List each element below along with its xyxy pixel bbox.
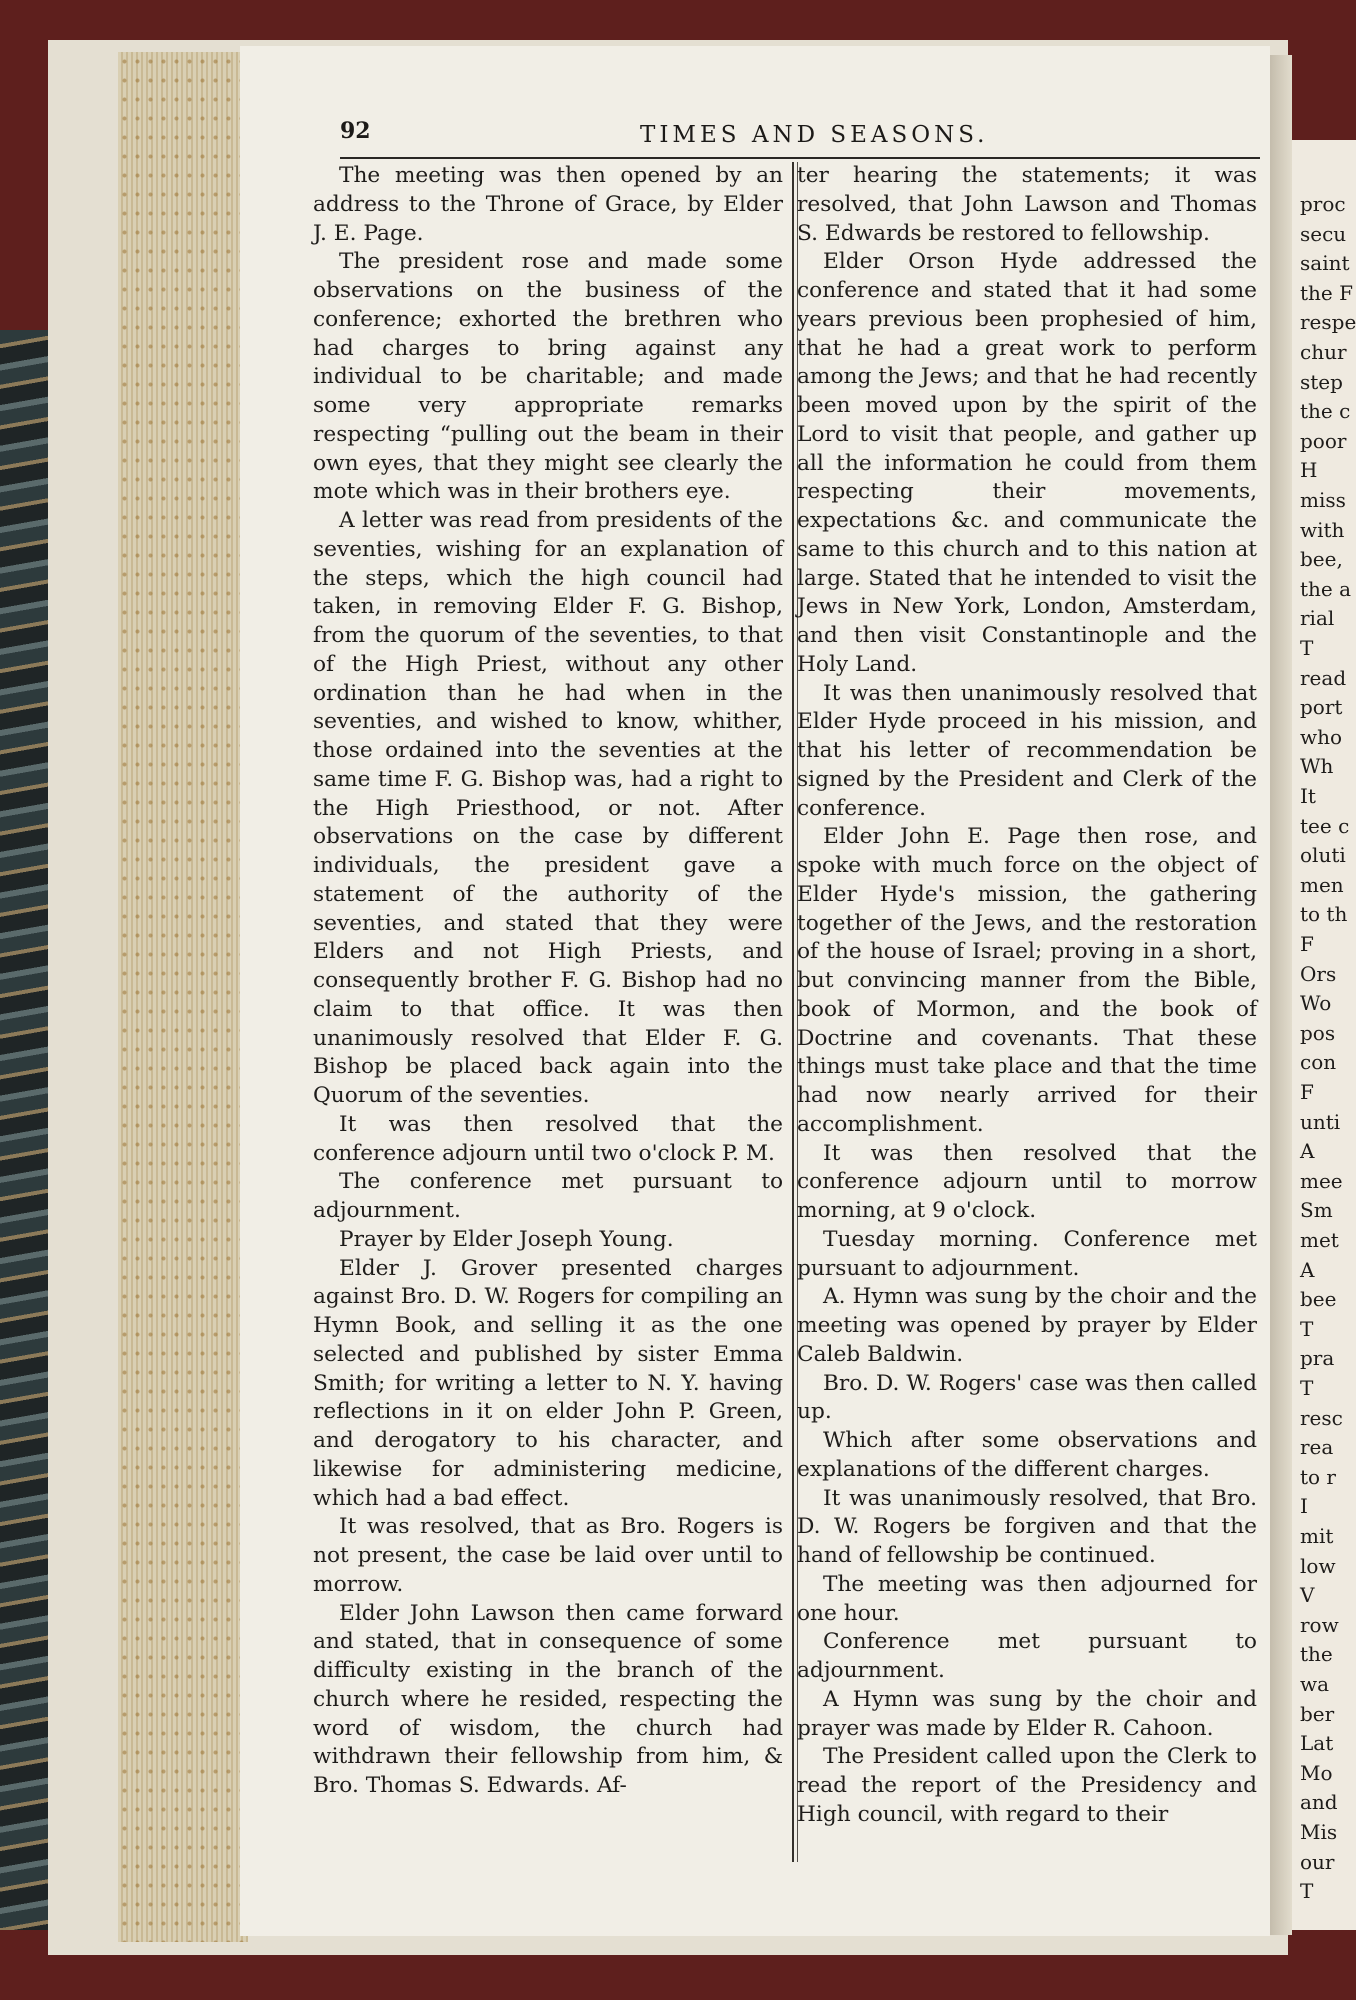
- paragraph: A Hymn was sung by the choir and prayer was made by Elder R. Cahoon.: [797, 1686, 1257, 1741]
- facing-page-fragment: who: [1300, 724, 1343, 749]
- facing-page-fragment: Mis: [1300, 1820, 1338, 1844]
- facing-page-fragment: to r: [1300, 1464, 1336, 1489]
- facing-page-fragment: bee,: [1300, 547, 1343, 572]
- facing-page-fragment: mee: [1300, 1168, 1343, 1193]
- facing-page-fragment: the: [1300, 1642, 1333, 1667]
- facing-page-fragment: port: [1300, 695, 1343, 720]
- facing-page-fragment: chur: [1300, 340, 1347, 364]
- facing-page-fragment: met: [1300, 1228, 1339, 1252]
- paragraph: It was resolved, that as Bro. Rogers is not present, the case be laid over until to morrow.: [313, 1514, 783, 1597]
- paragraph: It was then resolved that the conference adjourn until to morrow morning, at 9 o'clock.: [797, 1140, 1257, 1223]
- facing-page-fragment: ber: [1300, 1701, 1335, 1726]
- facing-page-fragment: row: [1300, 1612, 1339, 1637]
- facing-page-fragment: rial: [1300, 606, 1335, 631]
- paragraph: The meeting was then opened by an address to the Throne of Grace, by Elder J. E. Page.: [313, 163, 783, 246]
- facing-page-fragment: respe: [1300, 310, 1356, 335]
- paragraph: Elder Orson Hyde addressed the conference and stated that it had some years previous been prophesied of him, that he had a great work to perform among the Jews; and that he had recently been moved upon by the spirit of the Lord to visit that people, and gather up all the information he could from them respecting their movements, expectations &c. and communicate the same to this church and to this nation at large. Stated that he intended to visit the Jews in New York, London, Amsterdam, and then visit Constantinople and the Holy Land.: [797, 249, 1257, 677]
- facing-page-fragment: tee c: [1300, 813, 1350, 838]
- facing-page-fragment: F: [1300, 1080, 1314, 1104]
- facing-page-fragment: Sm: [1300, 1198, 1333, 1223]
- paragraph: Elder J. Grover presented charges against Bro. D. W. Rogers for compiling an Hymn Book, and selling it as the one selected and published by sister Emma Smith; for writing a letter to N. Y. having reflections in it on elder John P. Green, and derogatory to his character, and likewise for administering medicine, which had a bad effect.: [313, 1255, 783, 1511]
- facing-page-fragment: the a: [1300, 576, 1352, 601]
- facing-page-fragment: rea: [1300, 1435, 1334, 1460]
- facing-page-fragment: and: [1300, 1790, 1338, 1815]
- paragraph: The meeting was then adjourned for one hour.: [797, 1571, 1257, 1626]
- facing-page-fragment: A: [1300, 1257, 1315, 1282]
- facing-page-fragment: Ors: [1300, 961, 1337, 986]
- paragraph: Elder John E. Page then rose, and spoke with much force on the object of Elder Hyde's mission, the gathering together of the Jews, and the restoration of the house of Israel; proving in a short, but convincing manner from the Bible, book of Mormon, and the book of Doctrine and covenants. That these things must take place and that the time had now nearly arrived for their accomplishment.: [797, 824, 1257, 1137]
- facing-page-fragment: proc: [1300, 192, 1346, 216]
- facing-page-fragment: to th: [1300, 902, 1348, 927]
- facing-page-fragment: mit: [1300, 1524, 1334, 1548]
- header-rule: [340, 157, 1260, 159]
- page-number: 92: [340, 118, 371, 144]
- paragraph: Tuesday morning. Conference met pursuant to adjournment.: [797, 1226, 1257, 1281]
- paragraph: The President called upon the Clerk to read the report of the Presidency and High council, with regard to their: [797, 1744, 1257, 1827]
- facing-page-fragment: It: [1300, 784, 1316, 808]
- paragraph: A. Hymn was sung by the choir and the meeting was opened by prayer by Elder Caleb Baldwin.: [797, 1284, 1257, 1367]
- facing-page: [1292, 140, 1356, 1930]
- facing-page-fragment: T: [1300, 1879, 1314, 1904]
- column-divider: [792, 162, 794, 1862]
- paragraph: ter hearing the statements; it was resolved, that John Lawson and Thomas S. Edwards be restored to fellowship.: [797, 163, 1257, 246]
- facing-page-fragment: saint: [1300, 251, 1350, 276]
- running-title: TIMES AND SEASONS.: [640, 122, 989, 148]
- facing-page-fragment: low: [1300, 1553, 1336, 1578]
- facing-page-fragment: our: [1300, 1849, 1335, 1874]
- facing-page-fragment: V: [1300, 1583, 1315, 1608]
- facing-page-fragment: poor: [1300, 428, 1347, 453]
- facing-page-fragment: Lat: [1300, 1731, 1334, 1756]
- facing-page-fragment: T: [1300, 636, 1314, 660]
- paragraph: Conference met pursuant to adjournment.: [797, 1629, 1257, 1683]
- facing-page-fragment: T: [1300, 1316, 1314, 1341]
- facing-page-fragment: Wh: [1300, 754, 1334, 779]
- page-header: [340, 118, 1260, 158]
- facing-page-fragment: Wo: [1300, 991, 1332, 1016]
- facing-page-fragment: A: [1300, 1139, 1315, 1164]
- facing-page-fragment: pra: [1300, 1346, 1335, 1371]
- facing-page-fragment: the c: [1300, 399, 1351, 424]
- facing-page-fragment: I: [1300, 1494, 1308, 1519]
- facing-page-fragment: miss: [1300, 488, 1346, 512]
- facing-page-fragment: wa: [1300, 1672, 1330, 1696]
- paragraph: It was then unanimously resolved that Elder Hyde proceed in his mission, and that his letter of recommendation be signed by the President and Clerk of the conference.: [797, 680, 1257, 821]
- paragraph: The president rose and made some observations on the business of the conference; exhorted the brethren who had charges to bring against any individual to be charitable; and made some very appropriate remarks respecting “pulling out the beam in their own eyes, that they might see clearly the mote which was in their brothers eye.: [313, 249, 783, 505]
- paragraph: A letter was read from presidents of the seventies, wishing for an explanation of the steps, which the high council had taken, in removing Elder F. G. Bishop, from the quorum of the seventies, to that of the High Priest, without any other ordination than he had when in the seventies, and wished to know, whither, those ordained into the seventies at the same time F. G. Bishop was, had a right to the High Priesthood, or not. After observations on the case by different individuals, the president gave a statement of the authority of the seventies, and stated that they were Elders and not High Priests, and consequently brother F. G. Bishop had no claim to that office. It was then unanimously resolved that Elder F. G. Bishop be placed back again into the Quorum of the seventies.: [313, 508, 783, 1108]
- facing-page-fragment: unti: [1300, 1109, 1341, 1134]
- paragraph: It was then resolved that the conference adjourn until two o'clock P. M.: [313, 1111, 783, 1166]
- facing-page-fragment: with: [1300, 517, 1345, 542]
- facing-page-fragment: oluti: [1300, 843, 1346, 868]
- paragraph: Elder John Lawson then came forward and stated, that in consequence of some difficulty existing in the branch of the church where he resided, respecting the word of wisdom, the church had withdrawn their fellowship from him, & Bro. Thomas S. Edwards. Af-: [313, 1600, 783, 1798]
- facing-page-fragment: the F: [1300, 280, 1353, 305]
- right-column: [797, 162, 1257, 1830]
- paragraph: Bro. D. W. Rogers' case was then called up.: [797, 1370, 1257, 1425]
- facing-page-fragment: Mo: [1300, 1760, 1333, 1785]
- facing-page-fragment: F: [1300, 932, 1314, 956]
- paragraph: Which after some observations and explanations of the different charges.: [797, 1428, 1257, 1482]
- facing-page-fragment: step: [1300, 369, 1343, 394]
- paragraph: It was unanimously resolved, that Bro. D. W. Rogers be forgiven and that the hand of fellowship be continued.: [797, 1485, 1257, 1568]
- facing-page-fragment: resc: [1300, 1405, 1343, 1430]
- left-column: [313, 162, 783, 1801]
- facing-page-fragment: read: [1300, 665, 1347, 690]
- facing-page-fragment: secu: [1300, 221, 1347, 246]
- paragraph: Prayer by Elder Joseph Young.: [339, 1226, 674, 1252]
- facing-page-fragment: con: [1300, 1050, 1337, 1075]
- facing-page-fragment: pos: [1300, 1020, 1336, 1045]
- paragraph: The conference met pursuant to adjournment.: [313, 1169, 783, 1223]
- facing-page-fragment: bee: [1300, 1287, 1337, 1312]
- facing-page-fragment: T: [1300, 1376, 1314, 1400]
- facing-page-fragment: men: [1300, 872, 1344, 897]
- facing-page-fragment: H: [1300, 458, 1318, 483]
- page-edges: [118, 52, 248, 1942]
